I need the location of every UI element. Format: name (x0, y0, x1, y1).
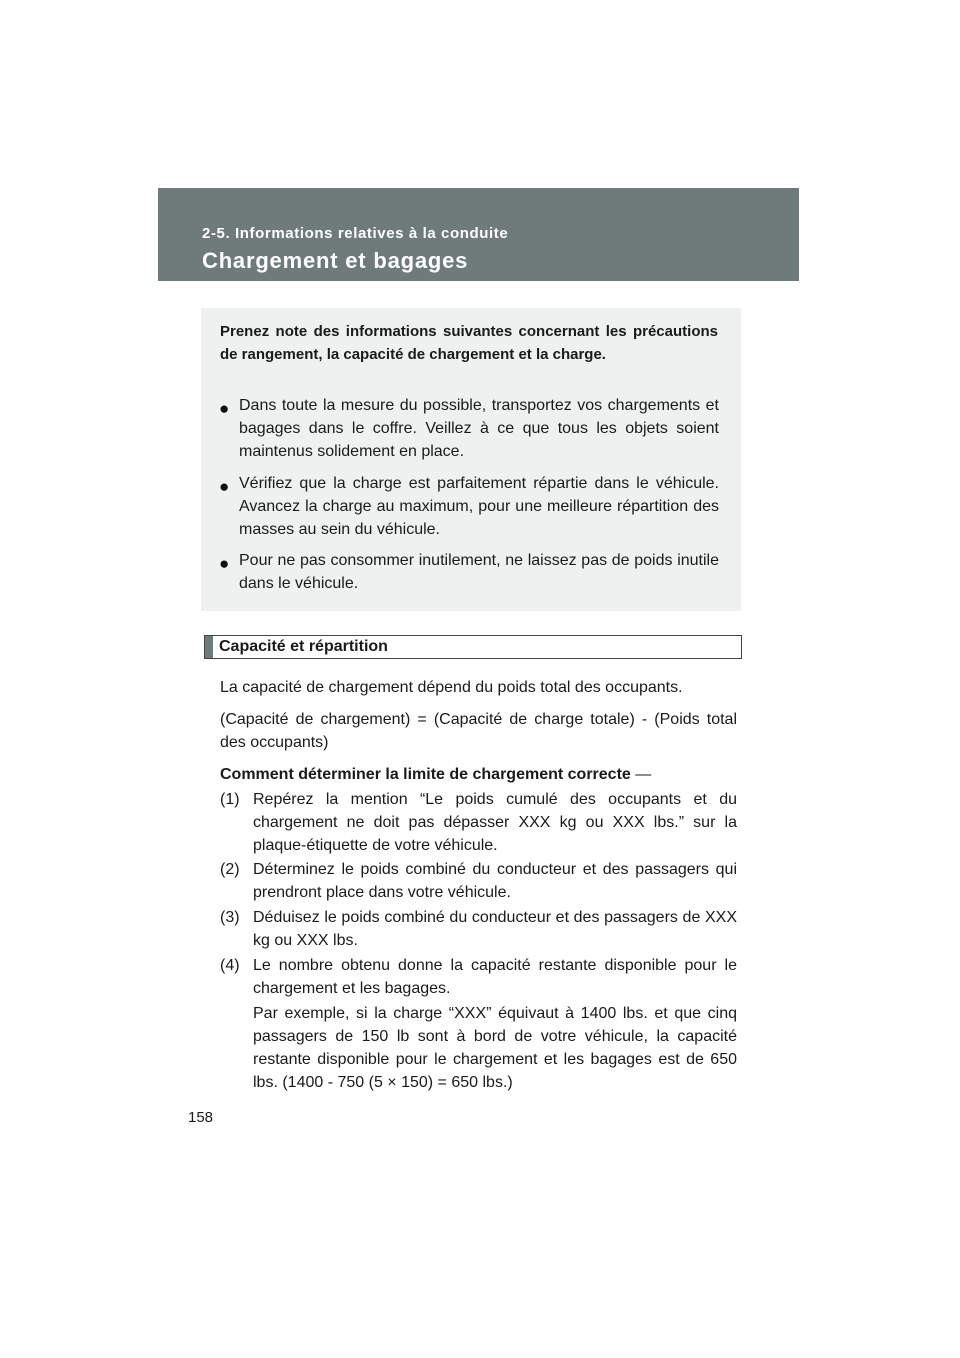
bullet-dot-icon: ● (219, 399, 230, 418)
heading-marker (205, 636, 213, 658)
bullet-text: Pour ne pas consommer inutilement, ne laissez pas de poids inutile dans le véhicule. (239, 552, 719, 592)
step-number: (4) (220, 957, 240, 974)
example-paragraph: Par exemple, si la charge “XXX” équivaut à 1400 lbs. et que cinq passagers de 150 lb sont à bord de votre véhicule, la capacité restante disponible pour le chargement et les bagages est de 650 lbs. (1400 - 750 (5 × 150) = 650 lbs.) (253, 1005, 737, 1091)
how-to-title: Comment déterminer la limite de chargement correcte (220, 766, 631, 783)
bullet-item (219, 394, 719, 463)
capacity-paragraph: La capacité de chargement dépend du poids total des occupants. (220, 679, 683, 696)
step-number: (1) (220, 791, 240, 808)
subsection-heading (204, 635, 742, 659)
formula-paragraph: (Capacité de chargement) = (Capacité de charge totale) - (Poids total des occupants) (220, 711, 737, 751)
step-item (220, 858, 737, 904)
bullet-item (219, 472, 719, 541)
step-text: Le nombre obtenu donne la capacité restante disponible pour le chargement et les bagages. (253, 957, 737, 997)
step-text: Repérez la mention “Le poids cumulé des occupants et du chargement ne doit pas dépasser XXX kg ou XXX lbs.” sur la plaque-étiquette de votre véhicule. (253, 791, 737, 854)
step-text: Déterminez le poids combiné du conducteur et des passagers qui prendront place dans votre véhicule. (253, 861, 737, 901)
how-to-heading (220, 763, 737, 786)
intro-lead: Prenez note des informations suivantes concernant les précautions de rangement, la capacité de chargement et la charge. (220, 323, 718, 363)
bullet-dot-icon: ● (219, 477, 230, 496)
bullet-item (219, 549, 719, 595)
how-to-dash: — (630, 766, 652, 783)
step-number: (3) (220, 909, 240, 926)
section-label: 2-5. Informations relatives à la conduite (202, 225, 509, 242)
chapter-header (158, 188, 799, 281)
bullet-dot-icon: ● (219, 554, 230, 573)
subsection-title: Capacité et répartition (219, 638, 388, 655)
page-number: 158 (188, 1109, 214, 1126)
bullet-text: Vérifiez que la charge est parfaitement répartie dans le véhicule. Avancez la charge au maximum, pour une meilleure répartition des masses au sein du véhicule. (239, 475, 719, 538)
step-item (220, 906, 737, 952)
step-text: Déduisez le poids combiné du conducteur et des passagers de XXX kg ou XXX lbs. (253, 909, 737, 949)
step-number: (2) (220, 861, 240, 878)
bullet-text: Dans toute la mesure du possible, transportez vos chargements et bagages dans le coffre. Veillez à ce que tous les objets soient maintenus solidement en place. (239, 397, 719, 460)
step-item (220, 788, 737, 857)
intro-box (201, 308, 741, 611)
step-item (220, 954, 737, 1000)
page-title: Chargement et bagages (202, 248, 469, 273)
